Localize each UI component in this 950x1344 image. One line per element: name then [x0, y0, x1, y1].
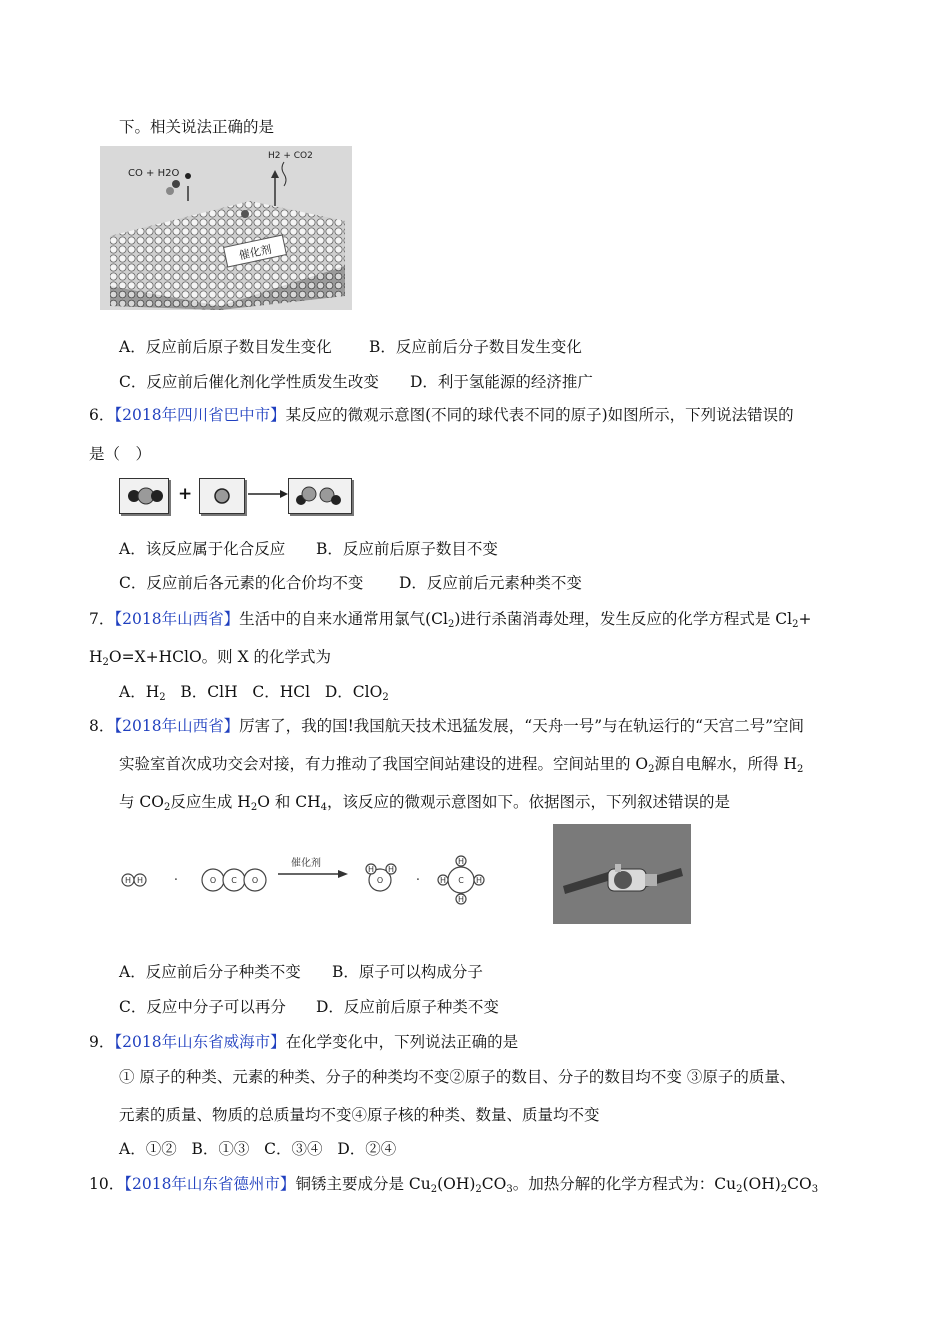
q7-number: 7．: [89, 610, 115, 628]
q8-stem-line3: 与 $CO_2$反应生成 $H_2O$ 和 $CH_4$，该反应的微观示意图如下。依据图示，下列叙述错误的是: [119, 793, 731, 813]
q9-stem-line3: 元素的质量、物质的总质量均不变④原子核的种类、数量、质量均不变: [119, 1106, 600, 1124]
q6-plus: +: [178, 484, 193, 504]
q6-option-c: C．反应前后各元素的化合价均不变: [119, 574, 364, 592]
q8-source: 【2018年山西省】: [114, 717, 240, 735]
q8-reaction-diagram: [118, 850, 498, 910]
q7-source: 【2018年山西省】: [114, 610, 240, 628]
space-station-photo: [553, 824, 691, 924]
svg-text:O: O: [251, 876, 259, 885]
q8-option-c: C．反应中分子可以再分: [119, 998, 286, 1016]
q6-option-a: A．该反应属于化合反应: [119, 540, 286, 558]
q5-option-a: A．反应前后原子数目发生变化: [119, 338, 332, 356]
svg-text:O: O: [209, 876, 217, 885]
q9-option-c: C．③④: [264, 1140, 323, 1158]
q8-option-a: A．反应前后分子种类不变: [119, 963, 301, 981]
q9-options: [119, 1139, 396, 1159]
q7-option-b: B．ClH: [180, 683, 238, 701]
q6-product-box: [288, 478, 352, 514]
q7-option-c: C．HCl: [252, 683, 311, 701]
svg-text:H: H: [136, 876, 144, 885]
q6-stem: 某反应的微观示意图(不同的球代表不同的原子)如图所示，下列说法错误的: [285, 406, 794, 424]
q9-option-b: B．①③: [191, 1140, 250, 1158]
svg-text:H: H: [475, 876, 483, 885]
q9-number: 9．: [89, 1033, 115, 1051]
q9-option-d: D．②④: [337, 1140, 397, 1158]
svg-text:O: O: [376, 876, 384, 885]
svg-text:H: H: [457, 857, 465, 866]
q10-source: 【2018年山东省德州市】: [124, 1175, 296, 1193]
q9-stem-line2: ① 原子的种类、元素的种类、分子的种类均不变②原子的数目、分子的数目均不变 ③原子的质量、: [119, 1068, 796, 1086]
q7-options: A．$H_2$ B．ClH C．HCl D．ClO$_2$: [119, 683, 389, 703]
q5-option-d: D．利于氢能源的经济推广: [410, 373, 593, 391]
svg-text:·: ·: [173, 873, 179, 888]
svg-text:H: H: [457, 895, 465, 904]
q8-option-d: D．反应前后原子种类不变: [316, 998, 499, 1016]
q6-option-d: D．反应前后元素种类不变: [399, 574, 582, 592]
svg-text:催化剂: 催化剂: [291, 858, 321, 869]
q6-option-b: B．反应前后原子数目不变: [316, 540, 498, 558]
q6-stem-line2: 是（ ）: [89, 445, 152, 463]
svg-text:催化剂: 催化剂: [237, 242, 273, 263]
svg-text:H: H: [387, 865, 395, 874]
q8-option-b: B．原子可以构成分子: [332, 963, 483, 981]
svg-text:H: H: [439, 876, 447, 885]
catalyst-figure: [100, 146, 352, 310]
q6-arrow: [246, 488, 288, 500]
q9-source: 【2018年山东省威海市】: [114, 1033, 286, 1051]
q10-stem-line1: 10．【2018年山东省德州市】铜锈主要成分是 $Cu_2(OH)_2CO_3$。加热分解的化学方程式为：$Cu_2(OH)_2CO_3$: [89, 1175, 819, 1195]
intro-text: 下。相关说法正确的是: [119, 118, 275, 136]
q8-stem-line2: 实验室首次成功交会对接，有力推动了我国空间站建设的进程。空间站里的 $O_2$源自电解水，所得 $H_2$: [119, 755, 804, 775]
svg-text:C: C: [458, 876, 464, 885]
q5-option-b: B．反应前后分子数目发生变化: [369, 338, 582, 356]
q8-number: 8．: [89, 717, 115, 735]
q7-stem-line2: $H_2O=X+HClO$。则 X 的化学式为: [89, 648, 332, 668]
q7-option-d: D．ClO: [324, 683, 383, 701]
q7-stem-line1: 7．【2018年山西省】生活中的自来水通常用氯气$(Cl_2)$进行杀菌消毒处理，发生反应的化学方程式是 $Cl_2+$: [89, 610, 812, 630]
q6-reactant-box-2: [199, 478, 245, 514]
svg-text:·: ·: [415, 873, 421, 888]
q6-reactant-box-1: [119, 478, 169, 514]
products-label: H2 + CO2: [268, 151, 313, 161]
q5-option-c: C．反应前后催化剂化学性质发生改变: [119, 373, 379, 391]
q9-stem-line1: 9．【2018年山东省威海市】在化学变化中，下列说法正确的是: [89, 1033, 519, 1051]
svg-text:H: H: [367, 865, 375, 874]
q8-stem-line1: 8．【2018年山西省】厉害了，我的国!我国航天技术迅猛发展，“天舟一号”与在轨运行的“天宫二号”空间: [89, 717, 805, 735]
q6-number: 6．: [89, 406, 115, 424]
reactants-label: CO + H2O: [128, 168, 180, 179]
q6-source: 【2018年四川省巴中市】: [114, 406, 286, 424]
q6-stem-line1: [89, 405, 794, 425]
svg-text:C: C: [231, 876, 237, 885]
svg-text:H: H: [124, 876, 132, 885]
q7-option-a: A．H: [119, 683, 160, 701]
q9-option-a: A．①②: [119, 1140, 177, 1158]
q10-number: 10．: [89, 1175, 125, 1193]
